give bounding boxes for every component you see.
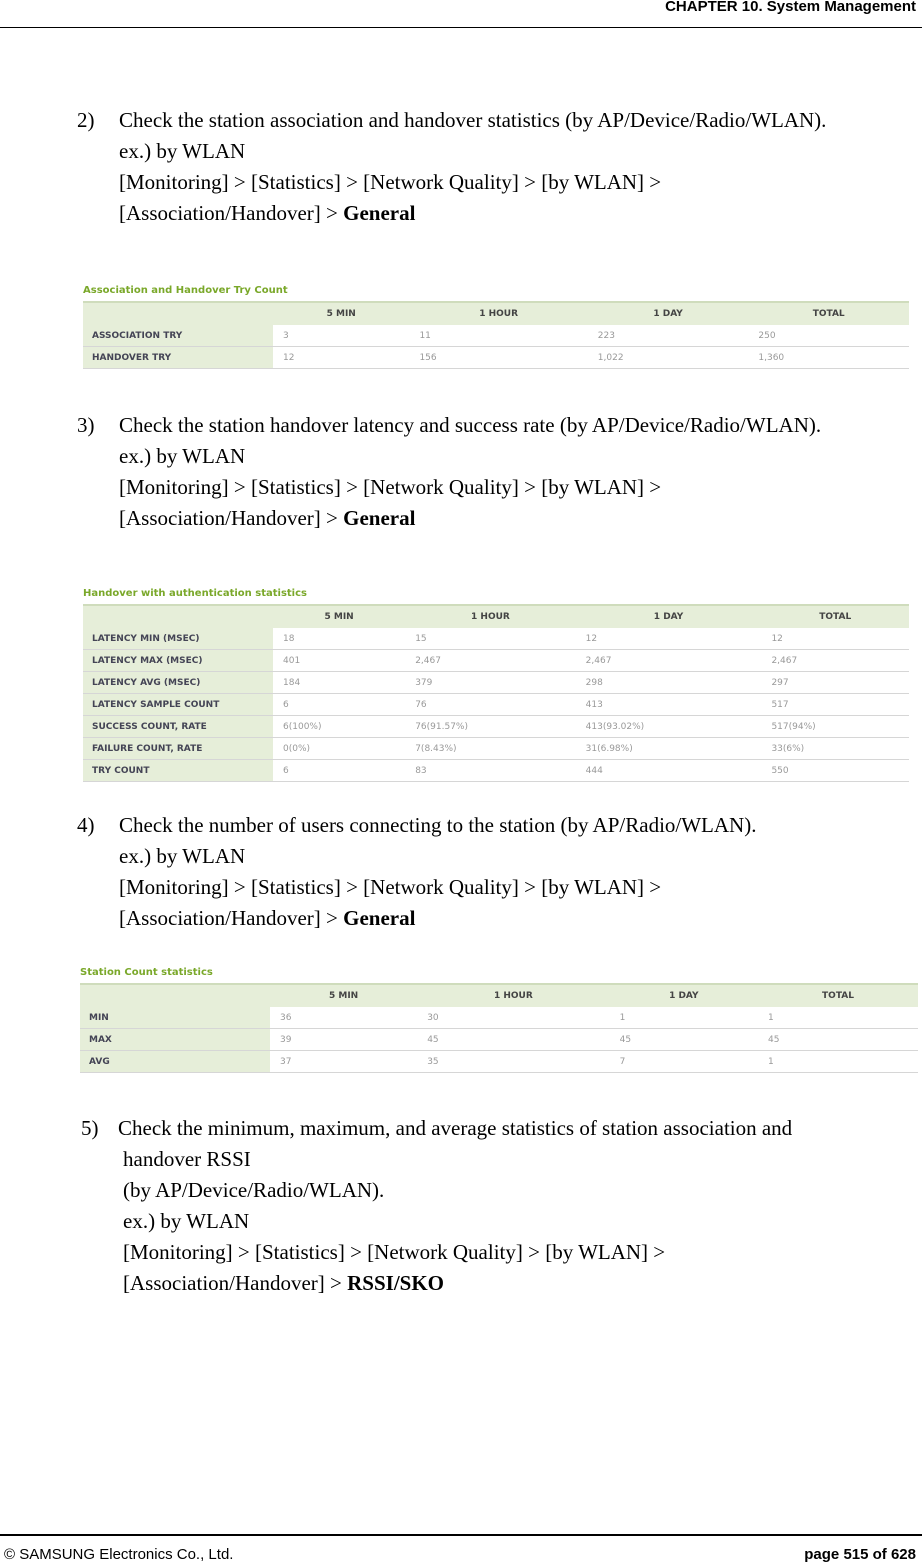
menu-path-line — [119, 903, 756, 934]
table-header-row — [83, 605, 909, 628]
step-text-line: Check the number of users connecting to the station (by AP/Radio/WLAN). — [119, 813, 757, 837]
table-row — [83, 347, 909, 369]
menu-path: [Association/Handover] > — [119, 906, 344, 930]
step-number: 5) — [81, 1116, 99, 1140]
step-text-line: ex.) by WLAN — [123, 1209, 250, 1233]
cell-value: 2,467 — [576, 650, 762, 672]
step-text-line: [Monitoring] > [Statistics] > [Network Quality] > [by WLAN] > — [119, 875, 662, 899]
cell-value: 250 — [748, 325, 909, 347]
menu-path: [Association/Handover] > — [119, 201, 344, 225]
cell-value: 30 — [417, 1007, 609, 1029]
page-number: page 515 of 628 — [804, 1546, 916, 1563]
cell-value: 550 — [761, 760, 909, 782]
footer-divider — [0, 1534, 922, 1536]
cell-value: 413(93.02%) — [576, 716, 762, 738]
row-label: LATENCY MIN (MSEC) — [83, 628, 273, 650]
row-label: AVG — [80, 1051, 270, 1073]
cell-value: 2,467 — [761, 650, 909, 672]
table-row — [83, 738, 909, 760]
cell-value: 12 — [761, 628, 909, 650]
column-header: 5 MIN — [273, 302, 409, 325]
cell-value: 1 — [758, 1051, 918, 1073]
table-row — [80, 1007, 918, 1029]
table-row — [83, 760, 909, 782]
step-4 — [77, 810, 756, 934]
copyright: © SAMSUNG Electronics Co., Ltd. — [4, 1546, 234, 1563]
menu-path-target: RSSI/SKO — [347, 1271, 445, 1295]
menu-path: [Association/Handover] > — [119, 506, 344, 530]
column-header — [83, 302, 273, 325]
cell-value: 6 — [273, 694, 405, 716]
cell-value: 444 — [576, 760, 762, 782]
header-divider — [0, 27, 922, 28]
cell-value: 298 — [576, 672, 762, 694]
cell-value: 12 — [576, 628, 762, 650]
table-row — [83, 694, 909, 716]
cell-value: 76 — [405, 694, 575, 716]
column-header — [83, 605, 273, 628]
table-row — [83, 650, 909, 672]
column-header: 5 MIN — [270, 984, 417, 1007]
row-label: MIN — [80, 1007, 270, 1029]
step-text-line: Check the minimum, maximum, and average statistics of station association and — [118, 1116, 793, 1140]
step-text-line: ex.) by WLAN — [119, 844, 246, 868]
row-label: LATENCY SAMPLE COUNT — [83, 694, 273, 716]
column-header: 1 HOUR — [409, 302, 587, 325]
cell-value: 7 — [610, 1051, 758, 1073]
stats-table — [83, 604, 909, 782]
row-label: TRY COUNT — [83, 760, 273, 782]
row-label: SUCCESS COUNT, RATE — [83, 716, 273, 738]
column-header: 1 HOUR — [405, 605, 575, 628]
chapter-header: CHAPTER 10. System Management — [665, 0, 916, 15]
cell-value: 6(100%) — [273, 716, 405, 738]
row-label: LATENCY MAX (MSEC) — [83, 650, 273, 672]
cell-value: 45 — [610, 1029, 758, 1051]
step-text-line: [Monitoring] > [Statistics] > [Network Quality] > [by WLAN] > — [123, 1240, 666, 1264]
table-row — [83, 628, 909, 650]
cell-value: 223 — [588, 325, 749, 347]
row-label: MAX — [80, 1029, 270, 1051]
step-number: 2) — [77, 108, 95, 132]
cell-value: 37 — [270, 1051, 417, 1073]
table-header-row — [83, 302, 909, 325]
cell-value: 1 — [758, 1007, 918, 1029]
cell-value: 3 — [273, 325, 409, 347]
menu-path-target: General — [343, 906, 416, 930]
stats-table — [83, 301, 909, 369]
column-header: 1 DAY — [610, 984, 758, 1007]
cell-value: 11 — [409, 325, 587, 347]
table-row — [83, 716, 909, 738]
step-number: 4) — [77, 813, 95, 837]
step-5 — [81, 1113, 792, 1299]
cell-value: 156 — [409, 347, 587, 369]
association-handover-try-count-table — [83, 285, 909, 369]
cell-value: 45 — [417, 1029, 609, 1051]
column-header: TOTAL — [758, 984, 918, 1007]
cell-value: 379 — [405, 672, 575, 694]
cell-value: 31(6.98%) — [576, 738, 762, 760]
cell-value: 184 — [273, 672, 405, 694]
cell-value: 12 — [273, 347, 409, 369]
step-text-line: handover RSSI — [123, 1147, 251, 1171]
menu-path-line — [119, 198, 826, 229]
table-row — [83, 325, 909, 347]
cell-value: 413 — [576, 694, 762, 716]
column-header: 1 DAY — [588, 302, 749, 325]
cell-value: 517(94%) — [761, 716, 909, 738]
row-label: LATENCY AVG (MSEC) — [83, 672, 273, 694]
table-title: Association and Handover Try Count — [83, 285, 288, 296]
row-label: HANDOVER TRY — [83, 347, 273, 369]
cell-value: 83 — [405, 760, 575, 782]
cell-value: 1 — [610, 1007, 758, 1029]
cell-value: 297 — [761, 672, 909, 694]
cell-value: 7(8.43%) — [405, 738, 575, 760]
menu-path-target: General — [343, 506, 416, 530]
row-label: FAILURE COUNT, RATE — [83, 738, 273, 760]
step-text-line: ex.) by WLAN — [119, 444, 246, 468]
step-text-line: (by AP/Device/Radio/WLAN). — [123, 1178, 385, 1202]
table-row — [80, 1029, 918, 1051]
column-header: 5 MIN — [273, 605, 405, 628]
cell-value: 15 — [405, 628, 575, 650]
column-header: 1 HOUR — [417, 984, 609, 1007]
table-title: Station Count statistics — [80, 967, 213, 978]
column-header: TOTAL — [748, 302, 909, 325]
step-number: 3) — [77, 413, 95, 437]
cell-value: 1,360 — [748, 347, 909, 369]
cell-value: 517 — [761, 694, 909, 716]
station-count-statistics-table — [80, 967, 918, 1073]
menu-path: [Association/Handover] > — [123, 1271, 348, 1295]
cell-value: 1,022 — [588, 347, 749, 369]
table-header-row — [80, 984, 918, 1007]
step-3 — [77, 410, 821, 534]
table-title: Handover with authentication statistics — [83, 588, 307, 599]
step-2 — [77, 105, 826, 229]
cell-value: 35 — [417, 1051, 609, 1073]
menu-path-target: General — [343, 201, 416, 225]
menu-path-line — [123, 1268, 792, 1299]
step-text-line: [Monitoring] > [Statistics] > [Network Quality] > [by WLAN] > — [119, 170, 662, 194]
step-text-line: Check the station handover latency and success rate (by AP/Device/Radio/WLAN). — [119, 413, 822, 437]
step-text-line: ex.) by WLAN — [119, 139, 246, 163]
menu-path-line — [119, 503, 821, 534]
column-header: TOTAL — [761, 605, 909, 628]
column-header — [80, 984, 270, 1007]
column-header: 1 DAY — [576, 605, 762, 628]
cell-value: 33(6%) — [761, 738, 909, 760]
stats-table — [80, 983, 918, 1073]
row-label: ASSOCIATION TRY — [83, 325, 273, 347]
handover-authentication-statistics-table — [83, 588, 909, 782]
cell-value: 39 — [270, 1029, 417, 1051]
cell-value: 18 — [273, 628, 405, 650]
cell-value: 36 — [270, 1007, 417, 1029]
table-row — [83, 672, 909, 694]
table-row — [80, 1051, 918, 1073]
cell-value: 45 — [758, 1029, 918, 1051]
cell-value: 76(91.57%) — [405, 716, 575, 738]
step-text-line: Check the station association and handover statistics (by AP/Device/Radio/WLAN). — [119, 108, 827, 132]
cell-value: 6 — [273, 760, 405, 782]
step-text-line: [Monitoring] > [Statistics] > [Network Quality] > [by WLAN] > — [119, 475, 662, 499]
cell-value: 0(0%) — [273, 738, 405, 760]
cell-value: 2,467 — [405, 650, 575, 672]
cell-value: 401 — [273, 650, 405, 672]
